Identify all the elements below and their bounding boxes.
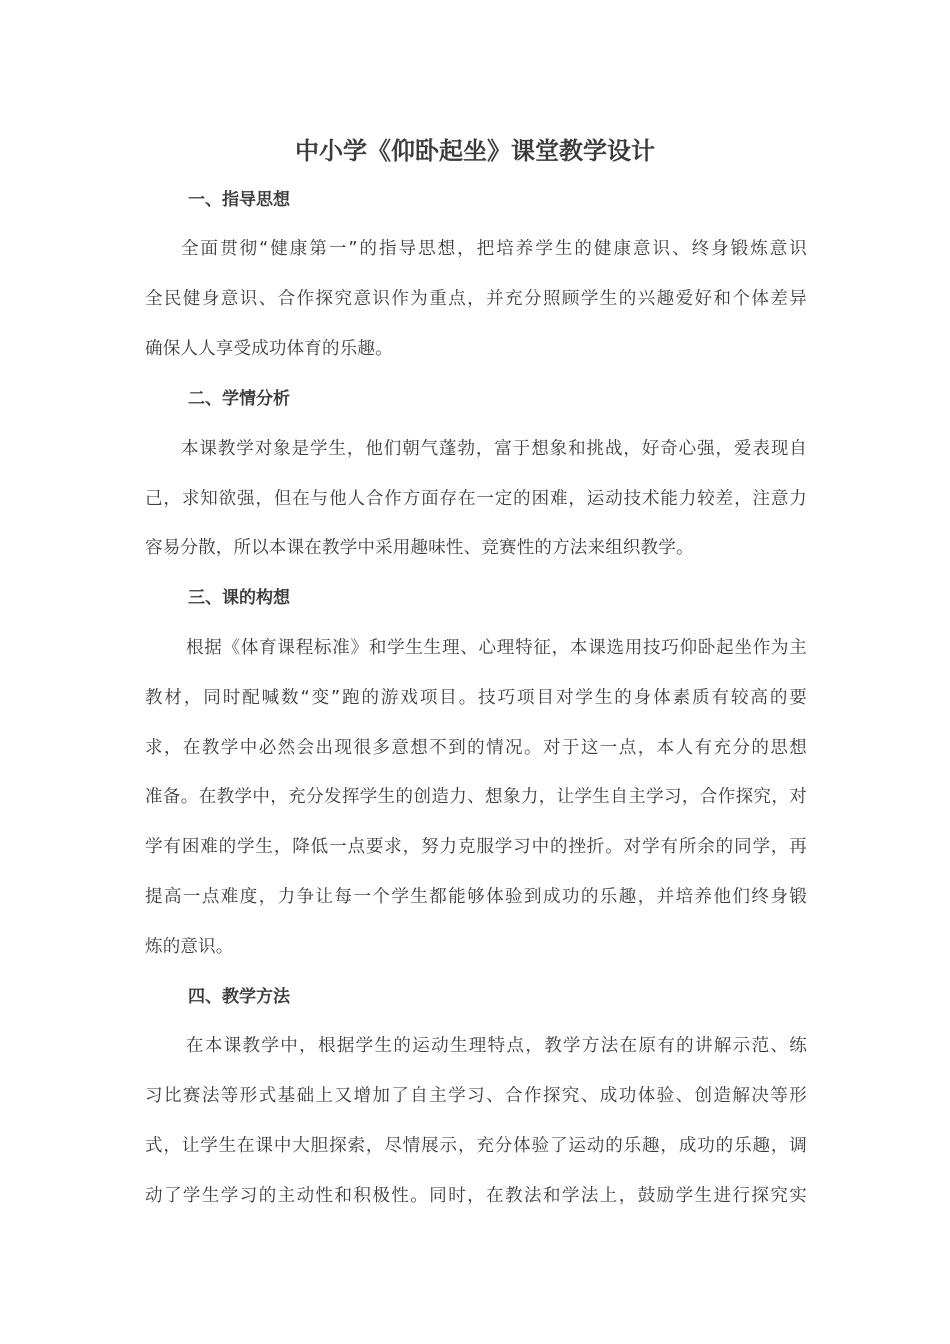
paragraph-line: 准备。在教学中，充分发挥学生的创造力、想象力，让学生自主学习，合作探究，对 — [145, 787, 807, 807]
paragraph-line: 全民健身意识、合作探究意识作为重点，并充分照顾学生的兴趣爱好和个体差异 — [145, 289, 807, 309]
section-heading-guiding-ideology: 一、指导思想 — [188, 190, 290, 210]
section-heading-teaching-methods: 四、教学方法 — [188, 987, 290, 1007]
paragraph-line: 式，让学生在课中大胆探索，尽情展示，充分体验了运动的乐趣，成功的乐趣，调 — [145, 1136, 807, 1156]
paragraph-line: 全面贯彻“健康第一”的指导思想，把培养学生的健康意识、终身锻炼意识 — [181, 239, 807, 259]
paragraph-line: 提高一点难度，力争让每一个学生都能够体验到成功的乐趣，并培养他们终身锻 — [145, 887, 807, 907]
paragraph-line: 教材，同时配喊数“变”跑的游戏项目。技巧项目对学生的身体素质有较高的要 — [145, 688, 807, 708]
section-heading-student-analysis: 二、学情分析 — [188, 389, 290, 409]
paragraph-line: 本课教学对象是学生，他们朝气蓬勃，富于想象和挑战，好奇心强，爱表现自 — [181, 439, 807, 459]
paragraph-line: 己，求知欲强，但在与他人合作方面存在一定的困难，运动技术能力较差，注意力 — [145, 489, 807, 509]
paragraph-line: 学有困难的学生，降低一点要求，努力克服学习中的挫折。对学有所余的同学，再 — [145, 837, 807, 857]
paragraph-line: 在本课教学中，根据学生的运动生理特点，教学方法在原有的讲解示范、练 — [186, 1036, 807, 1056]
paragraph-line: 根据《体育课程标准》和学生生理、心理特征，本课选用技巧仰卧起坐作为主 — [186, 638, 807, 658]
paragraph-line: 求，在教学中必然会出现很多意想不到的情况。对于这一点，本人有充分的思想 — [145, 738, 807, 758]
section-heading-lesson-concept: 三、课的构想 — [188, 588, 290, 608]
paragraph-line: 习比赛法等形式基础上又增加了自主学习、合作探究、成功体验、创造解决等形 — [145, 1086, 807, 1106]
paragraph-line: 容易分散，所以本课在教学中采用趣味性、竞赛性的方法来组织教学。 — [145, 538, 694, 558]
paragraph-line: 动了学生学习的主动性和积极性。同时，在教法和学法上，鼓励学生进行探究实 — [145, 1186, 807, 1206]
paragraph-line: 确保人人享受成功体育的乐趣。 — [145, 339, 393, 359]
document-title: 中小学《仰卧起坐》课堂教学设计 — [295, 137, 655, 165]
paragraph-line: 炼的意识。 — [145, 937, 234, 957]
